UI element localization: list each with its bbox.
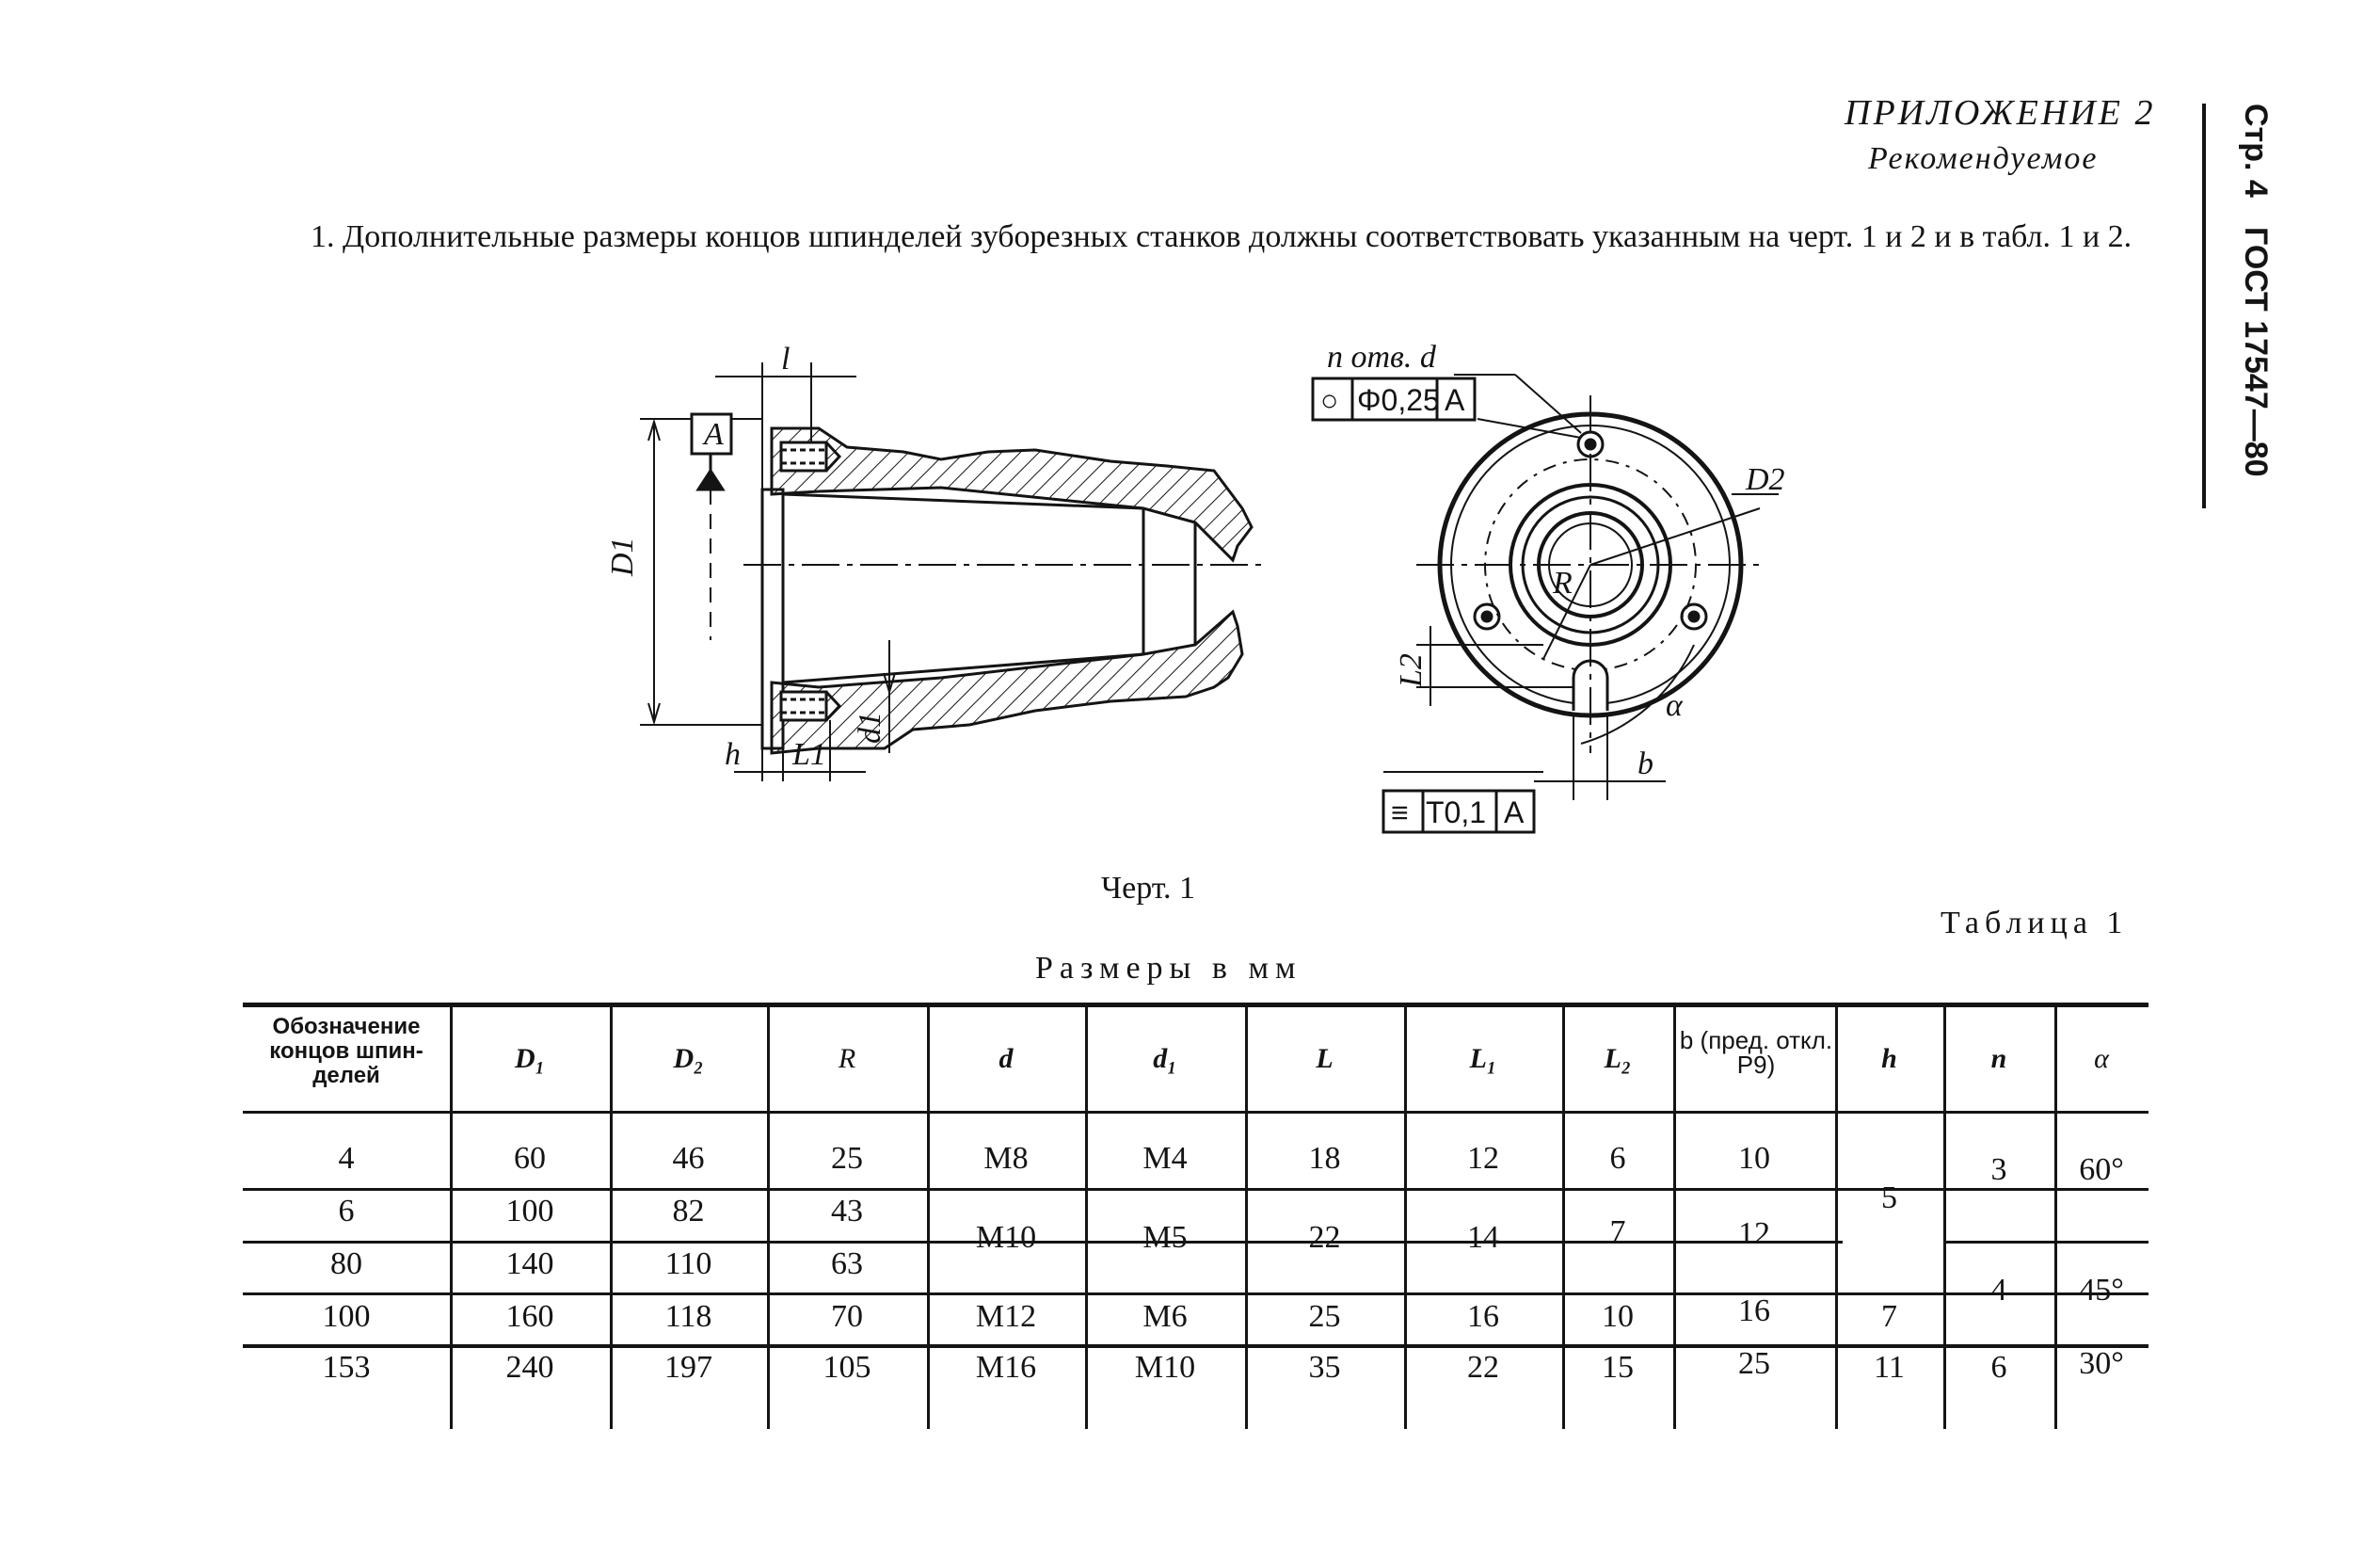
table-cell: 4 (338, 1141, 355, 1176)
table-cell: 18 (1308, 1141, 1341, 1176)
table-cell: 30° (2079, 1346, 2124, 1381)
row-rule (1943, 1241, 2148, 1244)
table-cell: 153 (322, 1350, 371, 1385)
front-view (1383, 375, 1779, 800)
table-cell: 63 (831, 1246, 863, 1281)
table-cell: М4 (1142, 1141, 1188, 1176)
header-rule (243, 1111, 2148, 1114)
dim-l2: L2 (1394, 653, 1429, 687)
table-cell: 100 (505, 1194, 554, 1228)
table-cell: 35 (1308, 1350, 1341, 1385)
table-cell: 25 (1738, 1346, 1770, 1381)
body-section-bottom (772, 612, 1242, 753)
table-cell: 15 (1602, 1350, 1634, 1385)
header-d1-thread: d₁ (1153, 1043, 1177, 1074)
side-view (640, 362, 1261, 781)
header-n: n (1990, 1043, 2007, 1074)
header-h: h (1881, 1043, 1897, 1074)
header-d1: D₁ (514, 1043, 546, 1074)
datum-a-label: A (704, 417, 724, 452)
table-cell: 240 (505, 1350, 554, 1385)
table-cell: 45° (2079, 1273, 2124, 1308)
frame-symmetry-datum: A (1504, 795, 1525, 829)
header-l: L (1316, 1043, 1334, 1074)
header-l2: L₂ (1604, 1043, 1632, 1074)
table-cell: 22 (1467, 1350, 1499, 1385)
table-cell: 16 (1467, 1299, 1499, 1334)
table-cell: 10 (1738, 1141, 1770, 1176)
appendix-subtitle: Рекомендуемое (1868, 141, 2099, 176)
row-rule (243, 1292, 2148, 1295)
table-cell: 100 (322, 1299, 371, 1334)
table-cell: 160 (505, 1299, 554, 1334)
table-cell: 5 (1881, 1180, 1897, 1215)
table-cell: 22 (1308, 1220, 1341, 1255)
dim-l1: L1 (792, 737, 826, 772)
page-number: Стр. 4 (2238, 104, 2274, 198)
header-r: R (838, 1043, 856, 1074)
table-cell: М12 (975, 1299, 1037, 1334)
appendix-title: ПРИЛОЖЕНИЕ 2 (1845, 93, 2156, 133)
row-rule (243, 1344, 2148, 1348)
table-cell: 60° (2079, 1152, 2124, 1187)
table-cell: 7 (1609, 1214, 1626, 1249)
table-cell: 140 (505, 1246, 554, 1281)
table-cell: 14 (1467, 1220, 1499, 1255)
table-cell: 118 (664, 1299, 712, 1334)
intro-paragraph: 1. Дополнительные размеры концов шпинделей зуборезных станков должны соответствовать указанным на черт. 1 и 2 и в табл. 1 и 2. (311, 219, 2132, 254)
table-cell: 4 (1990, 1273, 2007, 1308)
table-cell: 6 (338, 1194, 355, 1228)
header-designation: Обозначение концов шпин-делей (269, 1014, 423, 1088)
dim-alpha: α (1666, 688, 1683, 723)
frame-symmetry-value: T0,1 (1426, 795, 1487, 829)
table-cell: 12 (1467, 1141, 1499, 1176)
frame-symmetry-symbol: ≡ (1391, 795, 1409, 829)
table-units: Размеры в мм (1035, 951, 1302, 986)
dim-d2: D2 (1746, 462, 1785, 497)
holes-label: n отв. d (1327, 340, 1436, 375)
table-cell: 12 (1738, 1216, 1770, 1251)
table-cell: 60 (514, 1141, 546, 1176)
dim-d1-hole: d1 (853, 712, 887, 744)
table-cell: 110 (664, 1246, 712, 1281)
table-cell: 11 (1874, 1350, 1905, 1385)
table-cell: 70 (831, 1299, 863, 1334)
table-cell: М10 (975, 1220, 1037, 1255)
table-cell: М5 (1142, 1220, 1188, 1255)
frame-position-symbol: ○ (1320, 383, 1339, 417)
dim-l: l (781, 342, 791, 377)
header-alpha: α (2094, 1043, 2109, 1074)
table-cell: 6 (1609, 1141, 1626, 1176)
frame-position-value: Φ0,25 (1357, 383, 1440, 417)
table-cell: 46 (672, 1141, 705, 1176)
table-cell: М16 (975, 1350, 1037, 1385)
table-label: Таблица 1 (1941, 906, 2129, 940)
table-cell: М10 (1134, 1350, 1196, 1385)
table-cell: 82 (672, 1194, 705, 1228)
table-cell: 105 (823, 1350, 871, 1385)
table-cell: 3 (1990, 1152, 2007, 1187)
table-cell: 7 (1881, 1299, 1897, 1334)
table-top-rule (243, 1003, 2148, 1007)
dim-d1-outer: D1 (605, 537, 640, 576)
table-cell: 6 (1990, 1350, 2007, 1385)
table-cell: 43 (831, 1194, 863, 1228)
header-b: b (пред. откл. Р9) (1679, 1026, 1833, 1079)
header-d2: D₂ (673, 1043, 704, 1074)
table-cell: 25 (831, 1141, 863, 1176)
header-l1: L₁ (1469, 1043, 1497, 1074)
body-section-top (772, 428, 1252, 560)
table-cell: 25 (1308, 1299, 1341, 1334)
table-cell: М8 (983, 1141, 1029, 1176)
table-cell: 10 (1602, 1299, 1634, 1334)
dim-h: h (725, 737, 741, 772)
header-d: d (998, 1043, 1014, 1074)
dim-r: R (1553, 566, 1573, 601)
table-cell: 80 (330, 1246, 362, 1281)
standard-number: ГОСТ 17547—80 (2238, 227, 2274, 477)
figure-caption: Черт. 1 (1101, 871, 1196, 906)
table-cell: 16 (1738, 1293, 1770, 1328)
frame-position-datum: A (1445, 383, 1465, 417)
table-cell: М6 (1142, 1299, 1188, 1334)
dim-b: b (1637, 746, 1653, 781)
table-cell: 197 (664, 1350, 712, 1385)
